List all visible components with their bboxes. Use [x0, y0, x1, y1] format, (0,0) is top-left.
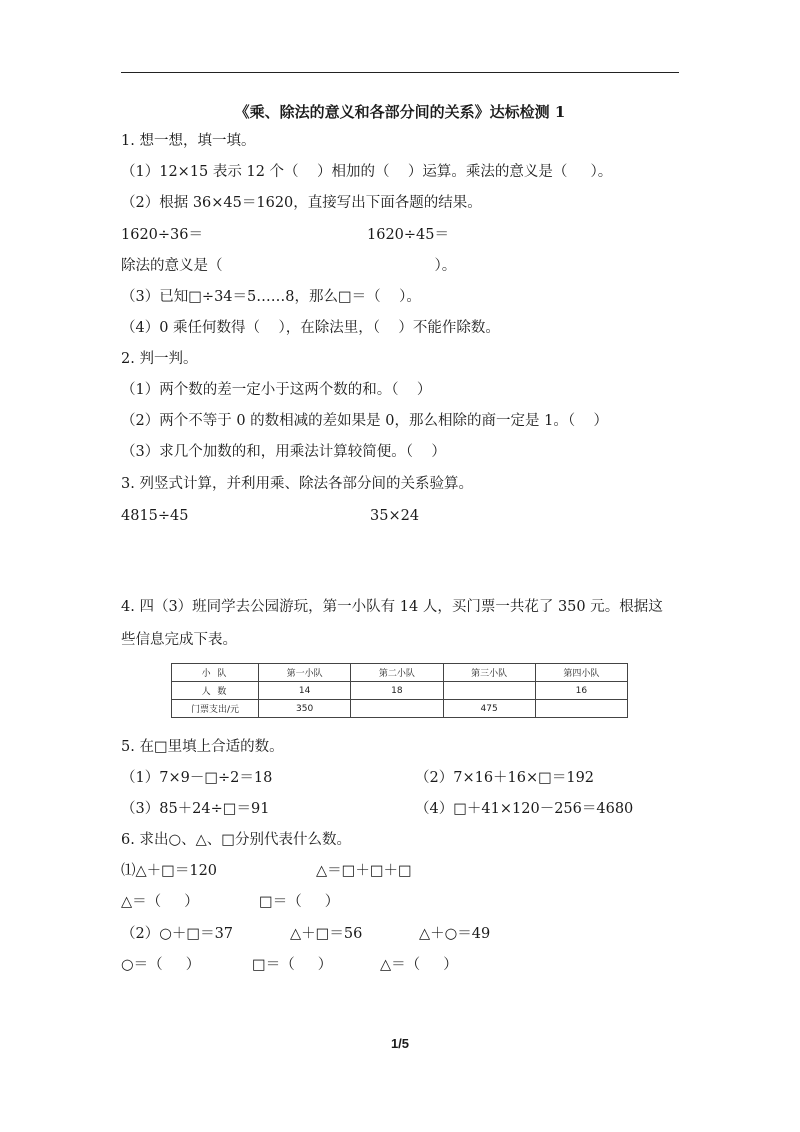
q3-calc-b: 35×24: [370, 508, 420, 524]
table-cell: 第二小队: [351, 664, 443, 682]
table-cell: 门票支出/元: [172, 700, 259, 718]
q2-part1: （1）两个数的差一定小于这两个数的和。（ ）: [121, 382, 432, 398]
table-cell: 人 数: [172, 682, 259, 700]
page-title: 《乘、除法的意义和各部分间的关系》达标检测 1: [234, 103, 566, 121]
table-cell: 16: [535, 682, 627, 700]
table-cell: 第一小队: [259, 664, 351, 682]
table-cell: 18: [351, 682, 443, 700]
q6-eq2a: （2）○＋□＝37: [121, 926, 234, 942]
table-cell: 475: [443, 700, 535, 718]
table-cell: 14: [259, 682, 351, 700]
table-cell: [443, 682, 535, 700]
q6-heading: 6. 求出○、△、□分别代表什么数。: [121, 832, 351, 848]
q4-line2: 些信息完成下表。: [121, 632, 237, 648]
table-cell: 小 队: [172, 664, 259, 682]
q2-part2: （2）两个不等于 0 的数相减的差如果是 0，那么相除的商一定是 1。（ ）: [121, 413, 609, 429]
q6-ans1b: □＝（ ）: [259, 894, 340, 910]
q1-calc-a: 1620÷36＝: [121, 227, 204, 243]
table-cell: [351, 700, 443, 718]
q1-division-meaning: 除法的意义是（ ）。: [121, 258, 457, 274]
table-cell: 第三小队: [443, 664, 535, 682]
q1-part4: （4）0 乘任何数得（ ），在除法里，（ ）不能作除数。: [121, 320, 500, 336]
q1-calc-b: 1620÷45＝: [367, 227, 450, 243]
q6-ans2c: △＝（ ）: [380, 957, 458, 973]
q3-calc-a: 4815÷45: [121, 508, 189, 524]
q1-heading: 1. 想一想，填一填。: [121, 133, 256, 149]
q2-part3: （3）求几个加数的和，用乘法计算较简便。（ ）: [121, 444, 446, 460]
q6-eq2b: △＋□＝56: [290, 926, 363, 942]
q2-heading: 2. 判一判。: [121, 351, 198, 367]
q5-item-3: （3）85＋24÷□＝91: [121, 801, 270, 817]
q6-eq2c: △＋○＝49: [419, 926, 491, 942]
table-cell: 350: [259, 700, 351, 718]
q1-part1: （1）12×15 表示 12 个（ ）相加的（ ）运算。乘法的意义是（ ）。: [121, 164, 613, 180]
team-table: [171, 663, 628, 718]
table-row: [172, 664, 628, 682]
q1-part2: （2）根据 36×45＝1620，直接写出下面各题的结果。: [121, 195, 482, 211]
q5-item-4: （4）□＋41×120－256＝4680: [415, 801, 634, 817]
q6-ans2b: □＝（ ）: [252, 957, 333, 973]
q6-eq1b: △＝□＋□＋□: [316, 863, 412, 879]
table-cell: 第四小队: [535, 664, 627, 682]
table-row: [172, 682, 628, 700]
table-row: [172, 700, 628, 718]
q4-line1: 4. 四（3）班同学去公园游玩，第一小队有 14 人，买门票一共花了 350 元。根据这: [121, 599, 663, 615]
q5-item-1: （1）7×9－□÷2＝18: [121, 770, 273, 786]
q6-ans2a: ○＝（ ）: [121, 957, 201, 973]
q6-ans1a: △＝（ ）: [121, 894, 199, 910]
header-rule: [121, 72, 679, 73]
q6-eq1a: ⑴△＋□＝120: [121, 863, 218, 879]
q5-heading: 5. 在□里填上合适的数。: [121, 739, 284, 755]
q3-heading: 3. 列竖式计算，并利用乘、除法各部分间的关系验算。: [121, 476, 473, 492]
page-number: 1/5: [390, 1036, 410, 1051]
q1-part3: （3）已知□÷34＝5……8，那么□＝（ ）。: [121, 289, 421, 305]
q5-item-2: （2）7×16＋16×□＝192: [415, 770, 595, 786]
table-cell: [535, 700, 627, 718]
